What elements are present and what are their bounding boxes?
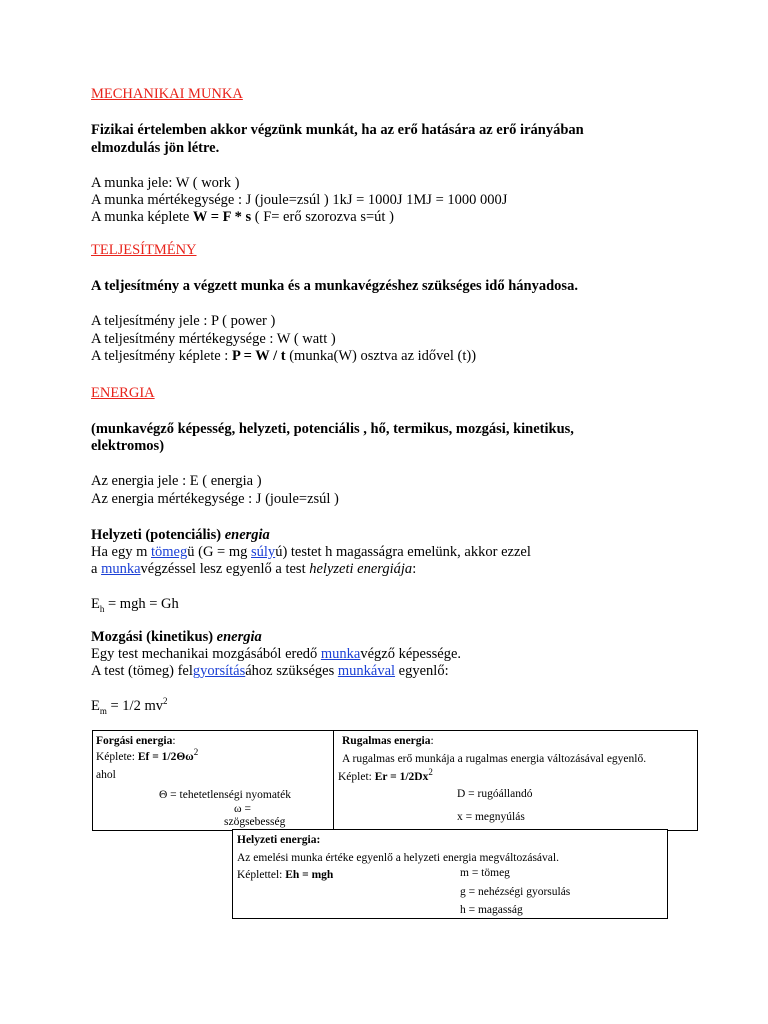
munka-formula: W = F * s [192,209,252,225]
forgasi-title: Forgási energia: [96,735,176,747]
box-helyzeti-formula: Képlettel: Eh = mgh [237,869,334,881]
rugalmas-title: Rugalmas energia: [342,735,434,747]
box-helyzeti-h: h = magasság [460,904,523,916]
munka-mertekegysege: A munka mértékegysége : J (joule=zsúl ) 1kJ = 1000J 1MJ = 1000 000J [91,192,508,208]
teljesitmeny-jele: A teljesítmény jele : P ( power ) [91,313,276,329]
mozgasi-line-2: A test (tömeg) felgyorsításához szükséges munkával egyenlő: [91,663,449,679]
box-helyzeti-desc: Az emelési munka értéke egyenlő a helyzeti energia megváltozásával. [237,852,559,864]
teljesitmeny-keplete: A teljesítmény képlete : P = W / t (munka(W) osztva az idővel (t)) [91,348,477,364]
helyzeti-line-2: a munkavégzéssel lesz egyenlő a test helyzeti energiája: [91,561,417,577]
forgasi-ahol: ahol [96,769,116,781]
energia-mertekegysege: Az energia mértékegysége : J (joule=zsúl ) [91,491,339,507]
mozgasi-title: Mozgási (kinetikus) energia [91,629,262,645]
teljesitmeny-formula: P = W / t [231,348,286,364]
link-tomeg[interactable]: tömeg [151,544,188,560]
energia-types-line-2: elektromos) [91,438,165,454]
munka-keplete: A munka képlete W = F * s ( F= erő szorozva s=út ) [91,209,394,225]
box-helyzeti-title: Helyzeti energia: [237,834,321,846]
energia-heading: ENERGIA [91,385,155,401]
rugalmas-energia-box [333,730,698,831]
teljesitmeny-mertekegysege: A teljesítmény mértékegysége : W ( watt ) [91,331,336,347]
rugalmas-x: x = megnyúlás [457,811,525,823]
munka-intro-line-1: Fizikai értelemben akkor végzünk munkát, ha az erő hatására az erő irányában [91,122,584,138]
forgasi-formula: Képlete: $Ef = 1/2\Theta\omega^2$ [96,747,199,763]
mozgasi-formula: $E_m = 1/2$ $mv^2$ [91,696,168,716]
link-munka-2[interactable]: munka [320,646,361,662]
link-suly[interactable]: súly [251,544,276,560]
helyzeti-formula: $E_h$ = mgh = Gh [91,596,179,614]
forgasi-omega-label: szögsebesség [224,816,286,828]
munka-intro-line-2: elmozdulás jön létre. [91,140,220,156]
helyzeti-line-1: Ha egy m tömegü (G = mg súlyú) testet h magasságra emelünk, akkor ezzel [91,544,531,560]
link-munkaval[interactable]: munkával [337,663,396,679]
rugalmas-d: D = rugóállandó [457,788,533,800]
mozgasi-line-1: Egy test mechanikai mozgásából eredő munkavégző képessége. [91,646,462,662]
link-gyorsitas[interactable]: gyorsítás [192,663,246,679]
box-helyzeti-g: g = nehézségi gyorsulás [460,886,571,898]
rugalmas-formula: Képlet: $Er = 1/2Dx^2$ [338,767,433,783]
forgasi-theta: Θ = tehetetlenségi nyomaték [159,789,291,801]
munka-heading: MECHANIKAI MUNKA [91,86,243,102]
munka-jele: A munka jele: W ( work ) [91,175,240,191]
forgasi-omega: ω = [234,803,251,815]
helyzeti-energia-box [232,829,668,919]
teljesitmeny-heading: TELJESÍTMÉNY [91,242,197,258]
box-helyzeti-m: m = tömeg [460,867,510,879]
link-munka-1[interactable]: munka [101,561,141,577]
energia-jele: Az energia jele : E ( energia ) [91,473,262,489]
forgasi-energia-box [92,730,335,831]
helyzeti-title: Helyzeti (potenciális) energia [91,527,270,543]
energia-types-line-1: (munkavégző képesség, helyzeti, potenciális , hő, termikus, mozgási, kinetikus, [91,421,574,437]
rugalmas-desc: A rugalmas erő munkája a rugalmas energia változásával egyenlő. [342,753,647,765]
teljesitmeny-definition: A teljesítmény a végzett munka és a munkavégzéshez szükséges idő hányadosa. [91,278,578,294]
